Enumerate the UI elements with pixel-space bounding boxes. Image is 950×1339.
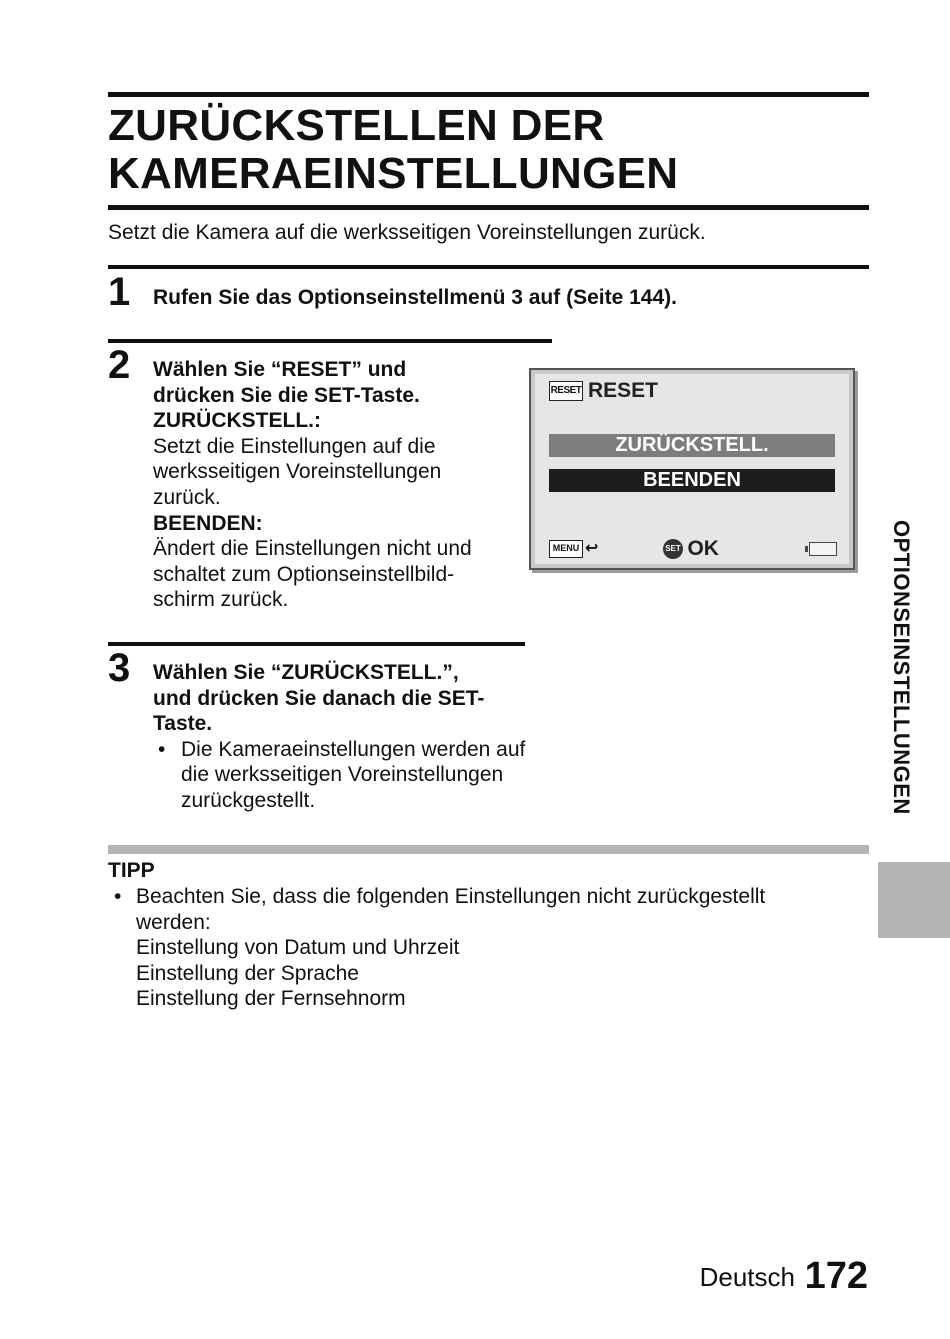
menu-icon: MENU <box>549 540 583 558</box>
step2-option1-line2: werksseitigen Voreinstellungen <box>153 460 442 484</box>
option-beenden[interactable]: BEENDEN <box>549 469 835 492</box>
tipp-bullet: • <box>114 885 122 908</box>
step3-number: 3 <box>108 646 131 690</box>
step2-option2-line1: Ändert die Einstellungen nicht und <box>153 537 472 561</box>
page-title-line2: KAMERAEINSTELLUNGEN <box>108 149 679 198</box>
intro-text: Setzt die Kamera auf die werksseitigen Voreinstellungen zurück. <box>108 221 706 244</box>
tipp-line4: Einstellung der Sprache <box>136 961 359 985</box>
tipp-heading: TIPP <box>108 859 155 882</box>
set-ok-hint <box>663 537 719 561</box>
step2-option1-label: ZURÜCKSTELL.: <box>153 409 321 433</box>
tipp-line3: Einstellung von Datum und Uhrzeit <box>136 936 460 960</box>
step2-option2-label: BEENDEN: <box>153 511 263 535</box>
title-top-rule <box>108 92 869 97</box>
ok-label: OK <box>687 537 719 560</box>
side-tab-label: OPTIONSEINSTELLUNGEN <box>889 520 914 815</box>
step2-text <box>153 357 523 613</box>
page-title-line1: ZURÜCKSTELLEN DER <box>108 101 605 150</box>
camera-screen-title: RESET <box>588 379 659 402</box>
step3-note-line2: die werksseitigen Voreinstellungen <box>181 763 504 787</box>
page-title <box>108 102 868 198</box>
tipp-line2: werden: <box>136 910 211 934</box>
tipp-body <box>114 884 856 1012</box>
footer-page-number: 172 <box>804 1255 868 1297</box>
step2-option1-line3: zurück. <box>153 485 221 509</box>
option-zurueckstell[interactable]: ZURÜCKSTELL. <box>549 434 835 457</box>
title-bottom-rule <box>108 205 869 210</box>
back-arrow-icon: ↩ <box>585 540 599 557</box>
camera-screen-inner <box>535 374 849 564</box>
step3-note-line3: zurückgestellt. <box>181 788 316 812</box>
step2-heading-line1: Wählen Sie “RESET” und <box>153 358 407 381</box>
step3-note-line1: Die Kameraeinstellungen werden auf <box>181 737 526 761</box>
step2-rule <box>108 339 552 343</box>
step1-heading: Rufen Sie das Optionseinstellmenü 3 auf (Seite 144). <box>153 286 677 309</box>
tipp-line1: Beachten Sie, dass die folgenden Einstellungen nicht zurückgestellt <box>136 885 766 908</box>
step1-number: 1 <box>108 270 131 314</box>
step3-heading-line3: Taste. <box>153 712 213 736</box>
step3-bullet: • <box>158 737 166 761</box>
camera-screen <box>529 368 855 570</box>
set-icon: SET <box>663 539 683 559</box>
step2-option1-line1: Setzt die Einstellungen auf die <box>153 434 436 458</box>
step3-note <box>153 737 573 814</box>
battery-icon <box>809 542 837 556</box>
step2-option2-line2: schaltet zum Optionseinstellbild- <box>153 562 455 586</box>
step3-rule <box>108 642 525 646</box>
step2-heading-line2: drücken Sie die SET-Taste. <box>153 383 420 407</box>
step2-option2-line3: schirm zurück. <box>153 588 289 612</box>
step3-text <box>153 660 573 814</box>
camera-screen-footer <box>545 539 839 561</box>
step3-heading-line2: und drücken Sie danach die SET- <box>153 686 485 710</box>
step3-heading-line1: Wählen Sie “ZURÜCKSTELL.”, <box>153 661 459 684</box>
tipp-line5: Einstellung der Fernsehnorm <box>136 987 406 1011</box>
step2-number: 2 <box>108 343 131 387</box>
footer-language: Deutsch <box>699 1262 795 1292</box>
tipp-bar <box>108 845 869 854</box>
side-tab-marker <box>878 862 950 938</box>
step1-rule <box>108 265 869 269</box>
reset-icon: RESET <box>549 381 583 401</box>
